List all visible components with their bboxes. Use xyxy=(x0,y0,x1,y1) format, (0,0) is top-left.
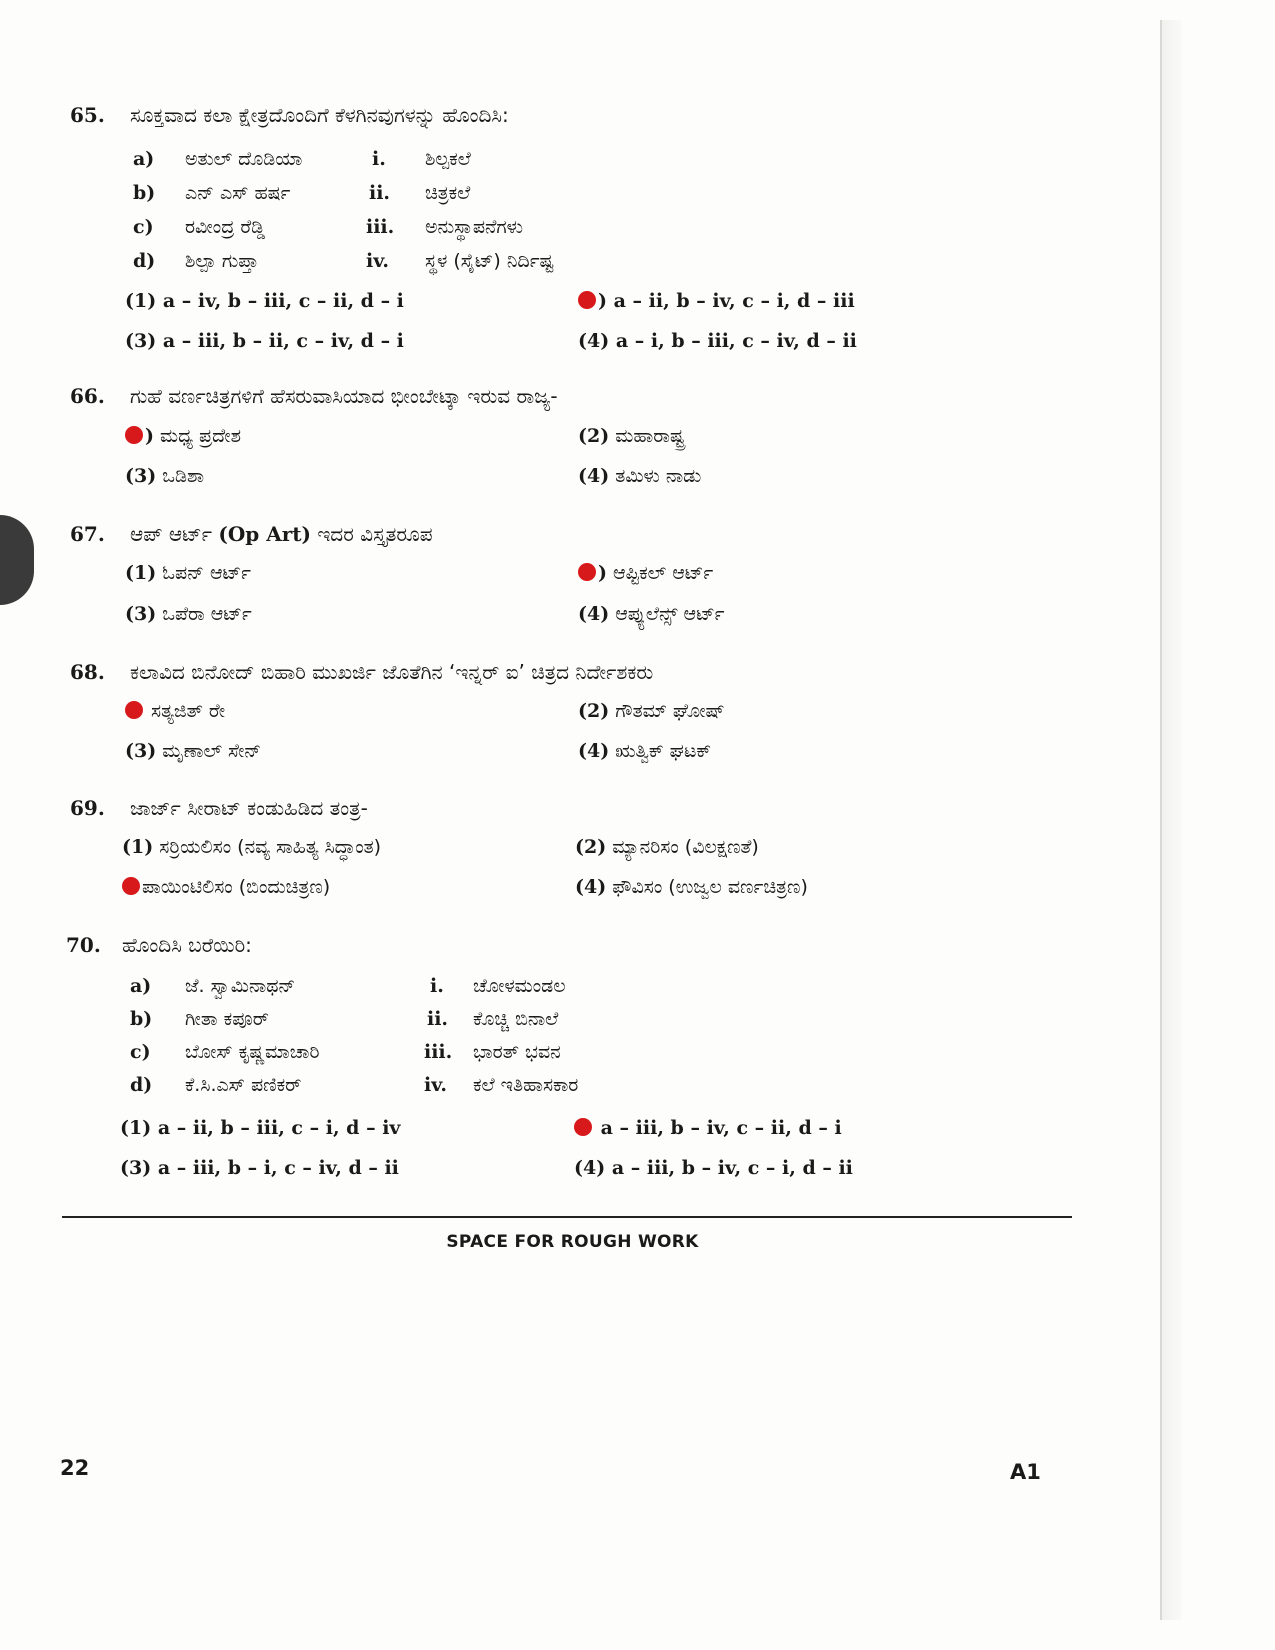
option-4[interactable]: (4) ಆಪ್ಯುಲೆನ್ಸ್ ಆರ್ಟ್ xyxy=(578,603,725,625)
option-1[interactable]: (1) a – ii, b – iii, c – i, d – iv xyxy=(120,1117,401,1139)
option-3[interactable]: (3) ಮೃಣಾಲ್ ಸೇನ್ xyxy=(125,740,262,762)
option-2[interactable]: (2) ಗೌತಮ್ ಘೋಷ್ xyxy=(578,700,725,722)
page-number: 22 xyxy=(60,1456,90,1480)
answer-mark xyxy=(122,877,140,895)
option-2-selected[interactable]: ) ಆಪ್ಟಿಕಲ್ ಆರ್ಟ್ xyxy=(578,562,713,584)
paper-code: A1 xyxy=(1010,1460,1041,1484)
answer-mark xyxy=(125,426,143,444)
answer-mark xyxy=(125,701,143,719)
option-2-selected[interactable]: a – iii, b – iv, c – ii, d – i xyxy=(574,1117,842,1139)
question-text: ಸೂಕ್ತವಾದ ಕಲಾ ಕ್ಷೇತ್ರದೊಂದಿಗೆ ಕೆಳಗಿನವುಗಳನ್ನು ಹೊಂದಿಸಿ: xyxy=(130,103,509,127)
option-1-selected[interactable]: ) ಮಧ್ಯ ಪ್ರದೇಶ xyxy=(125,425,241,447)
answer-mark xyxy=(578,291,596,309)
option-4[interactable]: (4) ಫೌವಿಸಂ (ಉಜ್ವಲ ವರ್ಣಚಿತ್ರಣ) xyxy=(575,876,808,898)
option-2-selected[interactable]: ) a – ii, b – iv, c – i, d – iii xyxy=(578,290,855,312)
rough-work-label: SPACE FOR ROUGH WORK xyxy=(446,1232,699,1252)
question-number: 69. xyxy=(70,796,105,820)
question-text: ಆಪ್ ಆರ್ಟ್ (Op Art) ಇದರ ವಿಸ್ತೃತರೂಪ xyxy=(130,522,433,546)
option-3[interactable]: (3) ಒಪೆರಾ ಆರ್ಟ್ xyxy=(125,603,252,625)
option-3[interactable]: (3) a – iii, b – ii, c – iv, d – i xyxy=(125,330,404,352)
question-text: ಗುಹೆ ವರ್ಣಚಿತ್ರಗಳಿಗೆ ಹೆಸರುವಾಸಿಯಾದ ಭೀಂಬೇಟ್ಕಾ ಇರುವ ರಾಜ್ಯ- xyxy=(130,384,558,408)
option-3-selected[interactable]: ಪಾಯಿಂಟಿಲಿಸಂ (ಬಿಂದುಚಿತ್ರಣ) xyxy=(122,876,330,898)
option-4[interactable]: (4) ತಮಿಳು ನಾಡು xyxy=(578,465,702,487)
question-number: 70. xyxy=(66,933,101,957)
page-edge-shadow xyxy=(1160,20,1182,1620)
option-3[interactable]: (3) ಒಡಿಶಾ xyxy=(125,465,205,487)
exam-page: 65. ಸೂಕ್ತವಾದ ಕಲಾ ಕ್ಷೇತ್ರದೊಂದಿಗೆ ಕೆಳಗಿನವುಗಳನ್ನು ಹೊಂದಿಸಿ: a) ಅತುಲ್ ದೊಡಿಯಾ i. ಶಿಲ್ಪಕಲೆ b) ಎನ್ ಎಸ್ ಹರ್ಷ ii. ಚಿತ್ರಕಲೆ c) ರವೀಂದ್ರ ರೆಡ್ಡಿ iii. ಅನುಸ್ಥಾಪನೆಗಳು d) ಶಿಲ್ಪಾ ಗುಪ್ತಾ iv. ಸ್ಥಳ (ಸೈಟ್) ನಿರ್ದಿಷ್ಟ (1) a – iv, b – iii, c – ii, d – i ) a – ii, b – iv, c – i, d – iii (3) a – iii, b – ii, c – iv, d – i (4) a – i, b – iii, c – iv, d – ii 66. ಗುಹೆ ವರ್ಣಚಿತ್ರಗಳಿಗೆ ಹೆಸರುವಾಸಿಯಾದ ಭೀಂಬೇಟ್ಕಾ ಇರುವ ರಾಜ್ಯ- ) ಮಧ್ಯ ಪ್ರದೇಶ (2) ಮಹಾರಾಷ್ಟ್ರ (3) ಒಡಿಶಾ (4) ತಮಿಳು ನಾಡು 67. ಆಪ್ ಆರ್ಟ್ (Op Art) ಇದರ ವಿಸ್ತೃತರೂಪ (1) ಓಪನ್ ಆರ್ಟ್ ) ಆಪ್ಟಿಕಲ್ ಆರ್ಟ್ (3) ಒಪೆರಾ ಆರ್ಟ್ (4) ಆಪ್ಯುಲೆನ್ಸ್ ಆರ್ಟ್ 68. ಕಲಾವಿದ ಬಿನೋದ್ ಬಿಹಾರಿ ಮುಖರ್ಜಿ ಜೊತೆಗಿನ ‘ಇನ್ನರ್ ಐ’ ಚಿತ್ರದ ನಿರ್ದೇಶಕರು ಸತ್ಯಜಿತ್ ರೇ (2) ಗೌತಮ್ ಘೋಷ್ (3) ಮೃಣಾಲ್ ಸೇನ್ (4) ಋತ್ವಿಕ್ ಘಟಕ್ 69. ಜಾರ್ಜ್ ಸೀರಾಟ್ ಕಂಡುಹಿಡಿದ ತಂತ್ರ- (1) ಸರ್‍ರಿಯಲಿಸಂ (ನವ್ಯ ಸಾಹಿತ್ಯ ಸಿದ್ಧಾಂತ) (2) ಮ್ಯಾನರಿಸಂ (ವಿಲಕ್ಷಣತೆ) ಪಾಯಿಂಟಿಲಿಸಂ (ಬಿಂದುಚಿತ್ರಣ) (4) ಫೌವಿಸಂ (ಉಜ್ವಲ ವರ್ಣಚಿತ್ರಣ) 70. ಹೊಂದಿಸಿ ಬರೆಯಿರಿ: a) ಜೆ. ಸ್ವಾಮಿನಾಥನ್ i. ಚೋಳಮಂಡಲ b) ಗೀತಾ ಕಪೂರ್ ii. ಕೊಚ್ಚಿ ಬಿನಾಲೆ c) ಬೋಸ್ ಕೃಷ್ಣಮಾಚಾರಿ iii. ಭಾರತ್ ಭವನ d) ಕೆ.ಸಿ.ಎಸ್ ಪಣಿಕರ್ iv. ಕಲೆ ಇತಿಹಾಸಕಾರ (1) a – ii, b – iii, c – i, d – iv a – iii, b – iv, c – ii, d – i (3) a – iii, b – i, c – iv, d – ii (4) a – iii, b – iv, c – i, d – ii SPACE FOR ROUGH WORK 22 A1 xyxy=(0,0,1275,1650)
option-1[interactable]: (1) ಸರ್‍ರಿಯಲಿಸಂ (ನವ್ಯ ಸಾಹಿತ್ಯ ಸಿದ್ಧಾಂತ) xyxy=(122,836,382,858)
answer-mark xyxy=(578,563,596,581)
question-number: 66. xyxy=(70,384,105,408)
option-2[interactable]: (2) ಮಹಾರಾಷ್ಟ್ರ xyxy=(578,425,685,447)
answer-mark xyxy=(574,1118,592,1136)
option-4[interactable]: (4) ಋತ್ವಿಕ್ ಘಟಕ್ xyxy=(578,740,712,762)
question-number: 67. xyxy=(70,522,105,546)
option-1-selected[interactable]: ಸತ್ಯಜಿತ್ ರೇ xyxy=(125,700,225,722)
option-4[interactable]: (4) a – i, b – iii, c – iv, d – ii xyxy=(578,330,857,352)
question-number: 68. xyxy=(70,660,105,684)
question-text: ಹೊಂದಿಸಿ ಬರೆಯಿರಿ: xyxy=(122,933,252,957)
option-3[interactable]: (3) a – iii, b – i, c – iv, d – ii xyxy=(120,1157,399,1179)
divider-rule xyxy=(62,1216,1072,1218)
option-2[interactable]: (2) ಮ್ಯಾನರಿಸಂ (ವಿಲಕ್ಷಣತೆ) xyxy=(575,836,759,858)
question-text: ಕಲಾವಿದ ಬಿನೋದ್ ಬಿಹಾರಿ ಮುಖರ್ಜಿ ಜೊತೆಗಿನ ‘ಇನ್ನರ್ ಐ’ ಚಿತ್ರದ ನಿರ್ದೇಶಕರು xyxy=(130,660,654,684)
option-1[interactable]: (1) a – iv, b – iii, c – ii, d – i xyxy=(125,290,404,312)
binder-tab xyxy=(0,515,34,605)
question-text: ಜಾರ್ಜ್ ಸೀರಾಟ್ ಕಂಡುಹಿಡಿದ ತಂತ್ರ- xyxy=(130,796,368,820)
option-1[interactable]: (1) ಓಪನ್ ಆರ್ಟ್ xyxy=(125,562,251,584)
option-4[interactable]: (4) a – iii, b – iv, c – i, d – ii xyxy=(574,1157,853,1179)
question-number: 65. xyxy=(70,103,105,127)
